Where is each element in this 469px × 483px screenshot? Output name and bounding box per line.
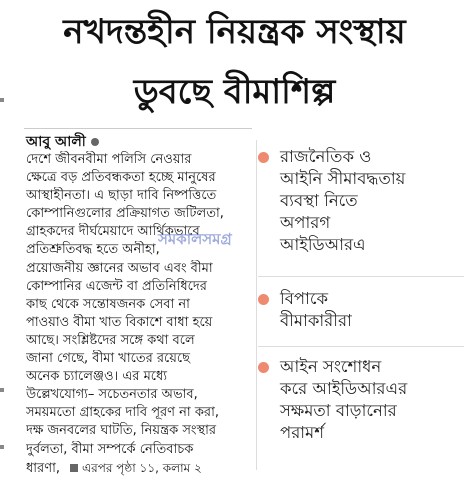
key-point-line: বিপাকে [280, 289, 329, 308]
body-line: কোম্পানিগুলোর প্রক্রিয়াগত জটিলতা, [26, 206, 224, 222]
key-point-line: সক্ষমতা বাড়ানোর [280, 401, 397, 420]
page-edge-mark [0, 445, 4, 449]
key-point-divider [258, 346, 464, 347]
headline-line-2: ডুবছে বীমাশিল্প [133, 72, 336, 112]
body-line: অনেক চ্যালেঞ্জও। এর মধ্যে [26, 369, 168, 385]
body-line: কাছ থেকে সন্তোষজনক সেবা না [26, 296, 190, 312]
key-point-text [280, 288, 464, 332]
bullet-dot-icon [258, 294, 269, 305]
key-point-divider [258, 276, 464, 277]
key-point-line: বীমাকারীরা [280, 311, 352, 330]
body-last-line [26, 459, 252, 477]
key-point-line: আইনি সীমাবদ্ধতায় [280, 169, 406, 188]
body-line: দক্ষ জনবলের ঘাটতি, নিয়ন্ত্রক সংস্থার [26, 423, 217, 439]
headline-line-1: নখদন্তহীন নিয়ন্ত্রক সংস্থায় [63, 12, 406, 52]
page-edge-mark [0, 388, 4, 392]
body-line: গ্রাহকদের দীর্ঘমেয়াদে আর্থিকভাবে [26, 224, 200, 240]
column-divider [256, 140, 257, 470]
bullet-dot-icon [258, 362, 269, 373]
key-point-line: ব্যবস্থা নিতে [280, 191, 358, 210]
body-line: প্রতিশ্রুতিবদ্ধ হতে অনীহা, [26, 242, 160, 258]
body-line: প্রয়োজনীয় জ্ঞানের অভাব এবং বীমা [26, 260, 213, 276]
body-line: কোম্পানির এজেন্ট বা প্রতিনিধিদের [26, 278, 207, 294]
key-point-line: পরামর্শ [280, 423, 324, 442]
body-line: ক্ষেত্রে বড় প্রতিবন্ধকতা হচ্ছে মানুষের [26, 170, 216, 186]
body-line: জানা গেছে, বীমা খাতের রয়েছে [26, 351, 190, 367]
byline [26, 133, 99, 151]
body-line: দুর্বলতা, বীমা সম্পর্কে নেতিবাচক [26, 441, 194, 457]
body-line: পাওয়াও বীমা খাত বিকাশে বাধা হয়ে [26, 314, 213, 330]
article-body [26, 151, 252, 477]
body-line: উল্লেখযোগ্য– সচেতনতার অভাব, [26, 387, 198, 403]
body-last-text: ধারণা, [26, 460, 60, 476]
bullet-dot-icon [258, 152, 269, 163]
body-line: সময়মতো গ্রাহকের দাবি পূরণ না করা, [26, 405, 219, 421]
key-point-line: আইন সংশোধন [280, 357, 382, 376]
body-line: আছে। সংশ্লিষ্টদের সঙ্গে কথা বলে [26, 332, 195, 348]
byline-rule [24, 128, 252, 129]
byline-dot-icon [91, 138, 99, 146]
key-point-line: অপারগ [280, 213, 331, 232]
body-line: আস্থাহীনতা। এ ছাড়া দাবি নিষ্পত্তিতে [26, 188, 217, 204]
continued-marker-icon [70, 464, 78, 472]
key-point-line: আইডিআরএ [280, 235, 366, 254]
key-point-text [280, 146, 464, 256]
continued-note: এরপর পৃষ্ঠা ১১, কলাম ২ [81, 460, 202, 475]
key-point-line: রাজনৈতিক ও [280, 147, 372, 166]
key-point-line: করে আইডিআরএর [280, 379, 408, 398]
key-point-text [280, 356, 464, 444]
watermark: সমকালসমগ্র [158, 230, 232, 248]
byline-author: আবু আলী [26, 134, 86, 150]
body-line: দেশে জীবনবীমা পলিসি নেওয়ার [26, 152, 192, 167]
